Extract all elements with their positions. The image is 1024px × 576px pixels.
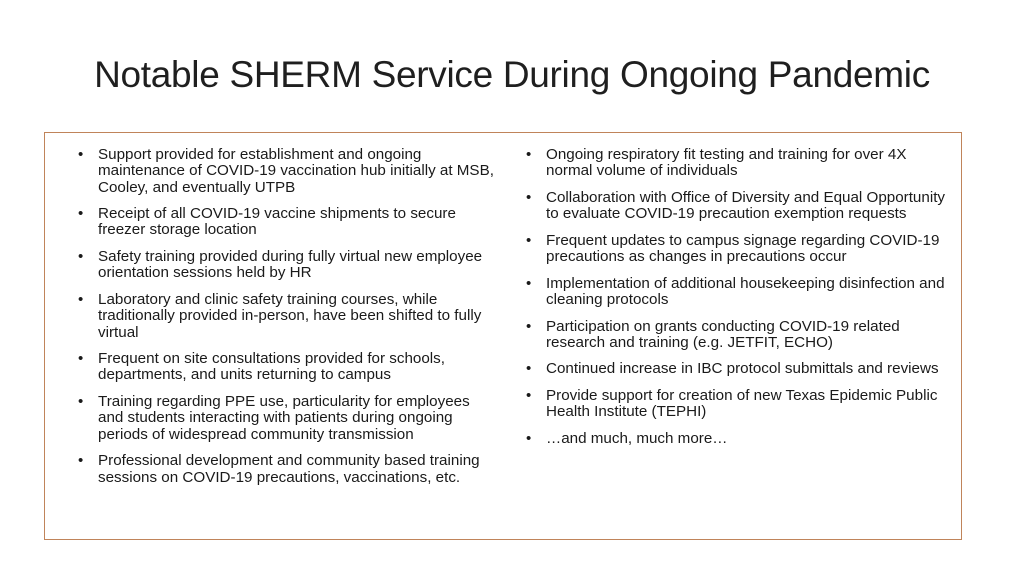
bullet-icon: • (526, 429, 532, 447)
bullet-icon: • (78, 290, 84, 308)
list-item-text: …and much, much more… (546, 429, 728, 447)
list-item (78, 147, 498, 196)
list-item (78, 206, 498, 239)
content-box (44, 132, 962, 540)
bullet-icon: • (78, 452, 84, 470)
bullet-icon: • (78, 146, 84, 163)
list-item-text: Support provided for establishment and ongoing maintenance of COVID-19 vaccination hub initially at MSB, Cooley, and eventually UTPB (98, 146, 494, 196)
list-item-text: Ongoing respiratory fit testing and training for over 4X normal volume of individuals (546, 146, 907, 180)
bullet-icon: • (526, 146, 532, 163)
bullet-icon: • (526, 317, 532, 335)
list-item-text: Frequent on site consultations provided for schools, departments, and units returning to campus (98, 350, 445, 384)
list-item (526, 431, 946, 447)
left-bullet-list (78, 147, 498, 496)
list-item (526, 319, 946, 352)
list-item-text: Provide support for creation of new Texas Epidemic Public Health Institute (TEPHI) (546, 387, 938, 421)
list-item-text: Laboratory and clinic safety training courses, while traditionally provided in-person, have been shifted to fully virtual (98, 290, 482, 341)
list-item (526, 276, 946, 309)
list-item (526, 190, 946, 223)
list-item-text: Professional development and community based training sessions on COVID-19 precautions, vaccinations, etc. (98, 452, 480, 486)
slide-title: Notable SHERM Service During Ongoing Pandemic (94, 54, 930, 95)
bullet-icon: • (526, 231, 532, 249)
list-item (78, 351, 498, 384)
list-item (526, 388, 946, 421)
list-item-text: Participation on grants conducting COVID-19 related research and training (e.g. JETFIT, ECHO) (546, 317, 900, 351)
list-item-text: Safety training provided during fully virtual new employee orientation sessions held by HR (98, 248, 483, 282)
bullet-icon: • (526, 274, 532, 292)
bullet-icon: • (526, 360, 532, 378)
list-item (526, 361, 946, 377)
right-bullet-list (526, 147, 946, 458)
list-item (78, 394, 498, 443)
list-item-text: Collaboration with Office of Diversity and Equal Opportunity to evaluate COVID-19 precaution exemption requests (546, 188, 946, 223)
list-item-text: Implementation of additional housekeeping disinfection and cleaning protocols (546, 274, 945, 308)
bullet-icon: • (78, 248, 84, 266)
bullet-icon: • (78, 350, 84, 368)
bullet-icon: • (526, 188, 532, 206)
bullet-icon: • (78, 393, 84, 411)
list-item-text: Continued increase in IBC protocol submittals and reviews (546, 360, 939, 378)
list-item-text: Receipt of all COVID-19 vaccine shipments to secure freezer storage location (98, 205, 456, 239)
list-item-text: Frequent updates to campus signage regarding COVID-19 precautions as changes in precautions occur (546, 231, 940, 266)
bullet-icon: • (78, 205, 84, 223)
list-item (78, 453, 498, 486)
list-item (526, 233, 946, 266)
list-item (78, 249, 498, 282)
list-item (78, 292, 498, 341)
list-item-text: Training regarding PPE use, particularity for employees and students interacting with patients during ongoing periods of widespread community transmission (98, 393, 470, 443)
bullet-icon: • (526, 387, 532, 405)
list-item (526, 147, 946, 180)
